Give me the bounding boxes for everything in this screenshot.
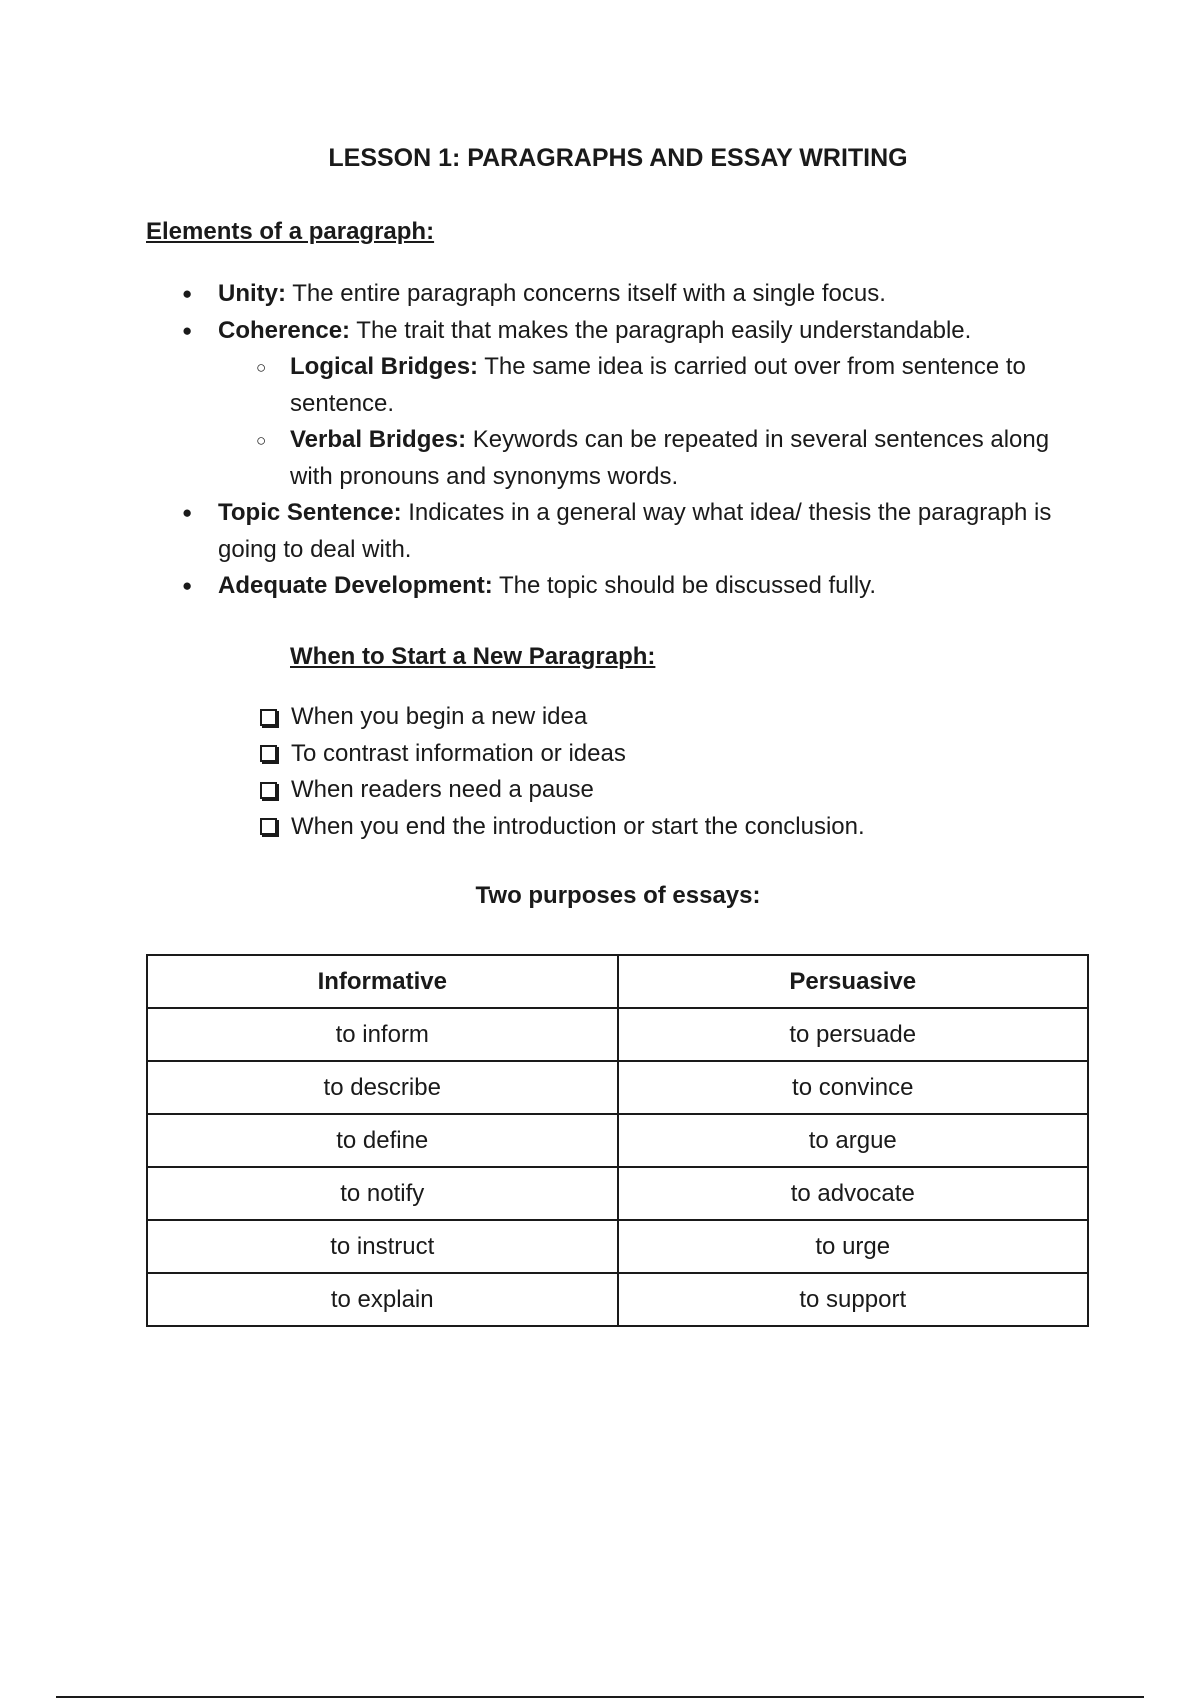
table-cell: to describe [147,1061,618,1114]
table-cell: to argue [618,1114,1089,1167]
definition: The entire paragraph concerns itself with a single focus. [286,280,886,307]
purposes-heading: Two purposes of essays: [475,882,761,909]
sub-list-item [146,422,1086,495]
list-item [258,699,865,736]
table-cell: to urge [618,1220,1089,1273]
table-cell: to support [618,1273,1089,1326]
page-title: LESSON 1: PARAGRAPHS AND ESSAY WRITING [328,144,908,172]
table-cell: to instruct [147,1220,618,1273]
table-cell: to convince [618,1061,1089,1114]
table-row [147,1273,1088,1326]
list-item [146,495,1086,568]
definition: Indicates in a general way what idea/ thesis the paragraph is going to deal with. [218,499,1052,563]
table-row [147,1061,1088,1114]
table-row [147,1008,1088,1061]
table-cell: to persuade [618,1008,1089,1061]
term: Logical Bridges: [290,353,479,380]
table-header-row [147,955,1088,1008]
list-item-text: When you end the introduction or start the conclusion. [291,812,865,840]
checkbox-icon [260,745,277,762]
term: Verbal Bridges: [290,426,467,453]
list-item [258,809,865,846]
list-item [258,772,865,809]
elements-heading: Elements of a paragraph: [146,218,435,245]
elements-list [146,276,1086,605]
checkbox-icon [260,782,277,799]
definition: The topic should be discussed fully. [492,572,877,599]
table-cell: to notify [147,1167,618,1220]
sub-list-item [146,349,1086,422]
list-item-text: When readers need a pause [291,776,594,803]
checkbox-icon [260,709,277,726]
list-item [146,568,1086,605]
table-row [147,1167,1088,1220]
list-item [146,276,1086,313]
page-bottom-rule [56,1696,1144,1698]
table-row [147,1220,1088,1273]
list-item [146,313,1086,350]
table-cell: to inform [147,1008,618,1061]
list-item-text: To contrast information or ideas [291,739,626,767]
table-cell: to advocate [618,1167,1089,1220]
term: Topic Sentence: [218,499,402,526]
table-row [147,1114,1088,1167]
definition: The trait that makes the paragraph easily understandable. [350,316,972,344]
term: Unity: [218,280,286,307]
table-cell: to explain [147,1273,618,1326]
checkbox-icon [260,818,277,835]
new-paragraph-list [258,699,865,845]
definition: Keywords can be repeated in several sentences along with pronouns and synonyms words. [290,426,1050,490]
list-item-text: When you begin a new idea [291,703,588,730]
column-header-persuasive: Persuasive [618,955,1089,1008]
term: Adequate Development: [218,572,493,599]
column-header-informative: Informative [147,955,618,1008]
purposes-table [146,954,1089,1327]
list-item [258,736,865,773]
new-paragraph-heading: When to Start a New Paragraph: [290,643,656,670]
definition: The same idea is carried out over from sentence to sentence. [290,353,1026,417]
table-cell: to define [147,1114,618,1167]
term: Coherence: [218,316,351,344]
